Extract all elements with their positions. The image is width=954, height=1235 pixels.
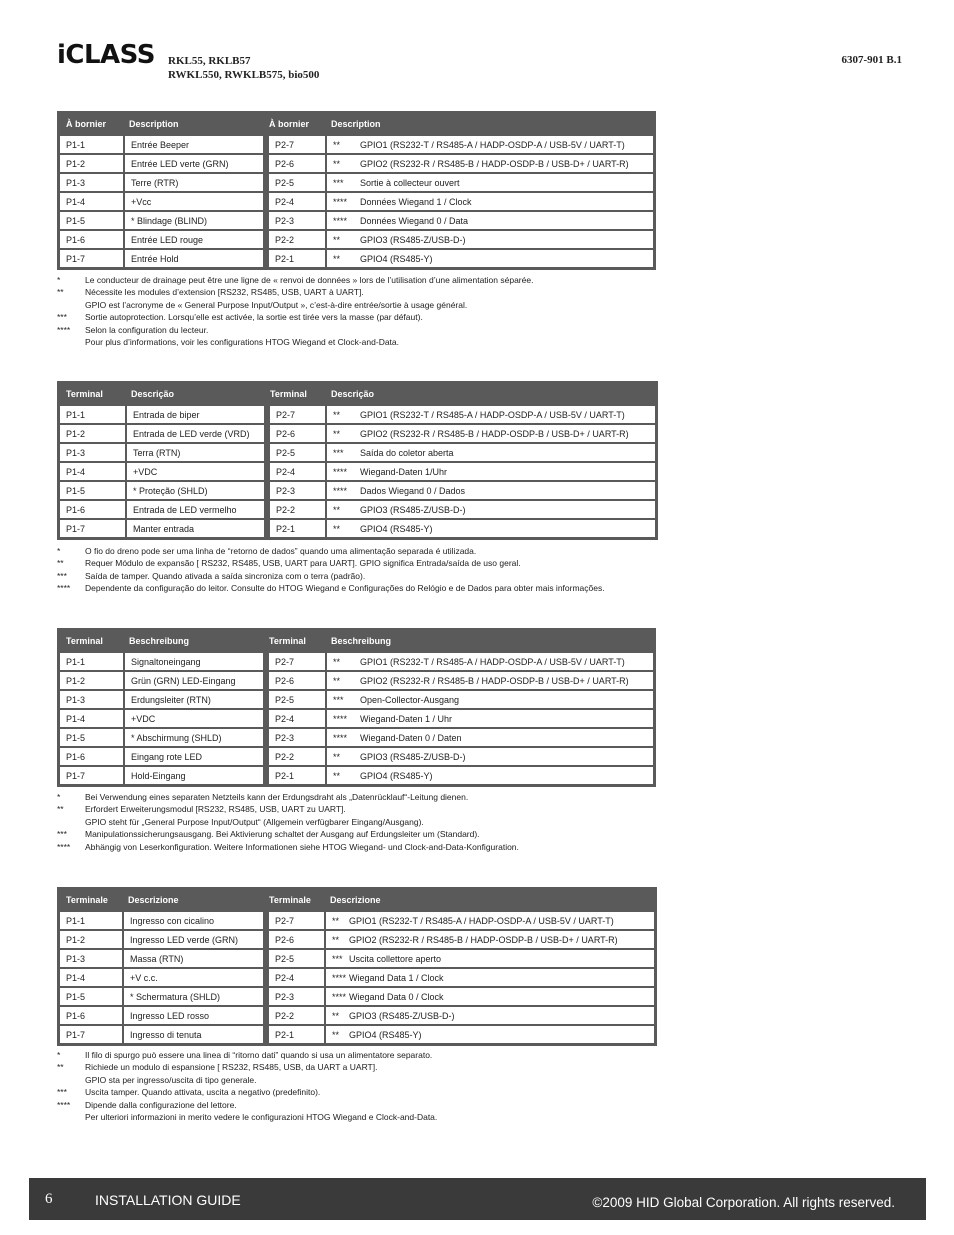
footnote	[57, 545, 605, 557]
footnote-marker: **	[332, 1029, 340, 1040]
pin-a: P1-5	[60, 210, 123, 229]
footnote-text: Per ulteriori informazioni in merito vedere le configurazioni HTOG Wiegand e Clock-and-Data.	[85, 1112, 438, 1123]
footnote-mark: ***	[57, 570, 67, 581]
desc-b: GPIO3 (RS485-Z/USB-D-)	[349, 1010, 455, 1021]
footnote	[57, 803, 519, 815]
page-footer	[29, 1178, 926, 1220]
column-header: Descrizione	[324, 890, 654, 910]
desc-b-cell	[325, 480, 655, 499]
model-list	[168, 54, 319, 82]
footnote-marker: ****	[332, 972, 347, 983]
footnotes	[57, 274, 533, 348]
desc-a: Entrada de LED verde (VRD)	[125, 423, 264, 442]
footnote-marker: ****	[333, 732, 348, 743]
desc-b-cell	[325, 191, 653, 210]
desc-b-cell	[324, 1024, 654, 1043]
table-row	[60, 210, 653, 229]
desc-b: GPIO2 (RS232-R / RS485-B / HADP-OSDP-B / USB-D+ / UART-R)	[360, 158, 629, 169]
footnote-mark	[57, 299, 85, 311]
pin-a: P1-2	[60, 423, 125, 442]
footnote-text: Dipende dalla configurazione del lettore.	[85, 1099, 237, 1110]
footnote	[57, 791, 519, 803]
desc-a: Entrée LED verte (GRN)	[123, 153, 263, 172]
column-header: Descrizione	[122, 890, 263, 910]
pin-a: P1-4	[60, 191, 123, 210]
pin-a: P1-5	[60, 727, 123, 746]
desc-a: Ingresso LED verde (GRN)	[122, 929, 263, 948]
table-row	[60, 518, 655, 537]
footnote-marker: **	[333, 770, 341, 781]
footnote-mark: *	[57, 792, 61, 802]
pin-b: P2-3	[264, 480, 325, 499]
footnotes	[57, 1049, 437, 1123]
column-header: Terminal	[264, 384, 325, 404]
footnote-mark: **	[57, 1062, 64, 1073]
table-row	[60, 172, 653, 191]
desc-b-cell	[325, 689, 653, 708]
pin-a: P1-7	[60, 518, 125, 537]
footnote-mark: **	[57, 804, 64, 815]
desc-a: Signaltoneingang	[123, 651, 263, 670]
desc-b: GPIO1 (RS232-T / RS485-A / HADP-OSDP-A / USB-5V / UART-T)	[360, 139, 625, 150]
desc-b: GPIO4 (RS485-Y)	[360, 253, 433, 264]
column-header: À bornier	[60, 114, 123, 134]
pin-b: P2-6	[263, 929, 324, 948]
desc-b-cell	[325, 248, 653, 267]
table-row	[60, 948, 654, 967]
footnote-marker: ****	[333, 196, 348, 207]
table-row	[60, 708, 653, 727]
pin-b: P2-2	[263, 229, 325, 248]
pin-b: P2-7	[264, 404, 325, 423]
table-row	[60, 1024, 654, 1043]
footnote-marker: **	[333, 675, 341, 686]
column-header: Description	[325, 114, 653, 134]
footnote-text: Erfordert Erweiterungsmodul [RS232, RS485, USB, UART zu UART].	[85, 804, 346, 815]
desc-b-cell	[324, 929, 654, 948]
pin-b: P2-6	[263, 670, 325, 689]
pin-a: P1-1	[60, 404, 125, 423]
pin-a: P1-6	[60, 1005, 122, 1024]
footnote-mark: ****	[57, 583, 71, 594]
footnote-mark: ***	[57, 312, 67, 323]
footnote-marker: **	[333, 234, 341, 245]
footnote-marker: **	[333, 656, 341, 667]
footnote-marker: **	[333, 253, 341, 264]
table-row	[60, 229, 653, 248]
footnote-marker: **	[333, 428, 341, 439]
footnote-marker: ****	[333, 713, 348, 724]
footnote-mark: **	[57, 287, 64, 298]
pin-b: P2-5	[264, 442, 325, 461]
footnote-mark	[57, 336, 85, 348]
pinout-table	[57, 628, 656, 787]
desc-b-cell	[325, 442, 655, 461]
pin-b: P2-7	[263, 134, 325, 153]
models-line-2: RWKL550, RWKLB575, bio500	[168, 69, 320, 81]
footnote-text: Requer Módulo de expansão [ RS232, RS485, USB, UART para UART]. GPIO significa Entrada/saída de uso geral.	[85, 558, 521, 569]
desc-b-cell	[325, 708, 653, 727]
pin-a: P1-6	[60, 499, 125, 518]
column-header: Terminal	[60, 384, 125, 404]
footnote-marker: **	[333, 523, 341, 534]
footnote-marker: ****	[333, 466, 348, 477]
desc-b: GPIO2 (RS232-R / RS485-B / HADP-OSDP-B / USB-D+ / UART-R)	[349, 934, 618, 945]
desc-a: Ingresso con cicalino	[122, 910, 263, 929]
footnote	[57, 274, 533, 286]
desc-b: GPIO4 (RS485-Y)	[360, 770, 433, 781]
pin-a: P1-2	[60, 670, 123, 689]
footnote-mark: ****	[57, 324, 71, 335]
desc-b: Wiegand Data 0 / Clock	[349, 991, 444, 1002]
footnote	[57, 299, 533, 311]
footnote-marker: **	[333, 504, 341, 515]
desc-a: +VDC	[123, 708, 263, 727]
table-header-row	[60, 114, 653, 134]
desc-b-cell	[325, 727, 653, 746]
pin-a: P1-4	[60, 461, 125, 480]
footnote-mark: ****	[57, 841, 71, 852]
desc-a: * Abschirmung (SHLD)	[123, 727, 263, 746]
desc-a: * Proteção (SHLD)	[125, 480, 264, 499]
page-header	[57, 40, 902, 90]
footnote-text: GPIO est l’acronyme de « General Purpose Input/Output », c’est-à-dire entrée/sortie à usage général.	[85, 299, 468, 310]
column-header: Beschreibung	[325, 631, 653, 651]
desc-a: Entrée Beeper	[123, 134, 263, 153]
desc-b-cell	[325, 210, 653, 229]
footnote-mark: **	[57, 558, 64, 569]
table-row	[60, 967, 654, 986]
footnote	[57, 324, 533, 336]
desc-b-cell	[325, 518, 655, 537]
table-row	[60, 986, 654, 1005]
desc-a: Erdungsleiter (RTN)	[123, 689, 263, 708]
desc-b-cell	[325, 765, 653, 784]
desc-b: GPIO2 (RS232-R / RS485-B / HADP-OSDP-B / USB-D+ / UART-R)	[360, 675, 629, 686]
pinout-table	[57, 111, 656, 270]
desc-b: Wiegand-Daten 0 / Daten	[360, 732, 462, 743]
desc-a: Ingresso LED rosso	[122, 1005, 263, 1024]
pin-b: P2-4	[264, 461, 325, 480]
table-row	[60, 480, 655, 499]
footnote	[57, 1074, 437, 1086]
pin-a: P1-7	[60, 765, 123, 784]
desc-b: Données Wiegand 0 / Data	[360, 215, 469, 226]
footnote	[57, 1099, 437, 1111]
table-row	[60, 134, 653, 153]
desc-b-cell	[325, 172, 653, 191]
footnote-text: Selon la configuration du lecteur.	[85, 324, 209, 335]
footnote-mark	[57, 1074, 85, 1086]
desc-b: GPIO1 (RS232-T / RS485-A / HADP-OSDP-A / USB-5V / UART-T)	[349, 915, 614, 926]
desc-a: Terra (RTN)	[125, 442, 264, 461]
pin-a: P1-6	[60, 229, 123, 248]
footnote-mark: ****	[57, 1099, 71, 1110]
desc-a: +Vcc	[123, 191, 263, 210]
footnote-mark	[57, 1111, 85, 1123]
footnote	[57, 286, 533, 298]
pin-a: P1-5	[60, 480, 125, 499]
desc-b: Uscita collettore aperto	[349, 953, 442, 964]
desc-b: GPIO4 (RS485-Y)	[349, 1029, 422, 1040]
footnote-text: Abhängig von Leserkonfiguration. Weitere Informationen siehe HTOG Wiegand- und Clock-and-Data-Konfiguration.	[85, 841, 519, 852]
pin-a: P1-1	[60, 134, 123, 153]
column-header: Beschreibung	[123, 631, 263, 651]
pin-a: P1-6	[60, 746, 123, 765]
pin-a: P1-7	[60, 248, 123, 267]
desc-b: GPIO3 (RS485-Z/USB-D-)	[360, 504, 466, 515]
desc-b-cell	[324, 986, 654, 1005]
footnote-mark: *	[57, 1050, 61, 1060]
table-row	[60, 910, 654, 929]
footnote	[57, 582, 605, 594]
copyright-notice: ©2009 HID Global Corporation. All rights reserved.	[592, 1195, 895, 1210]
desc-b-cell	[325, 423, 655, 442]
desc-a: * Blindage (BLIND)	[123, 210, 263, 229]
desc-b: Wiegand-Daten 1/Uhr	[360, 466, 448, 477]
desc-b-cell	[325, 461, 655, 480]
column-header: Terminale	[263, 890, 324, 910]
desc-a: Manter entrada	[125, 518, 264, 537]
footnote-text: GPIO sta per ingresso/uscita di tipo generale.	[85, 1074, 257, 1085]
pin-a: P1-2	[60, 153, 123, 172]
table-row	[60, 689, 653, 708]
desc-b-cell	[325, 670, 653, 689]
table-row	[60, 929, 654, 948]
table-row	[60, 461, 655, 480]
table-header-row	[60, 384, 655, 404]
footnote-marker: ***	[333, 447, 344, 458]
desc-a: Entrée Hold	[123, 248, 263, 267]
desc-b: Dados Wiegand 0 / Dados	[360, 485, 466, 496]
footnote-mark: *	[57, 275, 61, 285]
table-row	[60, 499, 655, 518]
table-row	[60, 651, 653, 670]
footnote-marker: **	[332, 915, 340, 926]
desc-b: Données Wiegand 1 / Clock	[360, 196, 472, 207]
desc-b-cell	[324, 1005, 654, 1024]
pin-b: P2-2	[263, 746, 325, 765]
desc-a: * Schermatura (SHLD)	[122, 986, 263, 1005]
pin-b: P2-5	[263, 172, 325, 191]
desc-a: +V c.c.	[122, 967, 263, 986]
footnote	[57, 570, 605, 582]
footnote-text: Saída de tamper. Quando ativada a saída sincroniza com o terra (padrão).	[85, 570, 366, 581]
iclass-logo: iCLASS	[57, 40, 155, 70]
desc-a: Entrada de LED vermelho	[125, 499, 264, 518]
column-header: Description	[123, 114, 263, 134]
footnote-mark: *	[57, 546, 61, 556]
desc-b: GPIO1 (RS232-T / RS485-A / HADP-OSDP-A / USB-5V / UART-T)	[360, 656, 625, 667]
footnote-text: Uscita tamper. Quando attivata, uscita a negativo (predefinito).	[85, 1087, 321, 1098]
footnote-mark: ***	[57, 1087, 67, 1098]
footnote-text: O fio do dreno pode ser uma linha de “retorno de dados” quando uma alimentação separada é utilizada.	[85, 546, 477, 556]
pin-a: P1-4	[60, 967, 122, 986]
table-row	[60, 1005, 654, 1024]
footnote	[57, 841, 519, 853]
column-header: Terminale	[60, 890, 122, 910]
footnote-mark	[57, 816, 85, 828]
desc-b: Saída do coletor aberta	[360, 447, 454, 458]
pin-b: P2-3	[263, 210, 325, 229]
desc-a: Massa (RTN)	[122, 948, 263, 967]
footnote-marker: **	[333, 139, 341, 150]
desc-b-cell	[325, 746, 653, 765]
column-header: Terminal	[60, 631, 123, 651]
footnote-marker: ***	[333, 177, 344, 188]
footnote-text: Manipulationssicherungsausgang. Bei Aktivierung schaltet der Ausgang auf Erdungsleiter um (Standard).	[85, 829, 480, 840]
footnote-text: Bei Verwendung eines separaten Netzteils kann der Erdungsdraht als „Datenrücklauf“-Leitung dienen.	[85, 792, 469, 802]
desc-a: Ingresso di tenuta	[122, 1024, 263, 1043]
pin-a: P1-3	[60, 948, 122, 967]
desc-b-cell	[325, 134, 653, 153]
pin-b: P2-1	[263, 248, 325, 267]
footnote-marker: ***	[333, 694, 344, 705]
pin-b: P2-4	[263, 967, 324, 986]
table-row	[60, 670, 653, 689]
table-header-row	[60, 890, 654, 910]
desc-a: Eingang rote LED	[123, 746, 263, 765]
pin-a: P1-3	[60, 442, 125, 461]
footnote-text: Le conducteur de drainage peut être une ligne de « renvoi de données » lors de l’utilisation d’une alimentation séparée.	[85, 275, 534, 285]
footnote-marker: ****	[332, 991, 347, 1002]
table-row	[60, 765, 653, 784]
desc-b: Sortie à collecteur ouvert	[360, 177, 460, 188]
table-row	[60, 404, 655, 423]
pin-a: P1-5	[60, 986, 122, 1005]
footnote-mark: ***	[57, 829, 67, 840]
pin-b: P2-7	[263, 651, 325, 670]
footnote	[57, 828, 519, 840]
pin-a: P1-7	[60, 1024, 122, 1043]
desc-b-cell	[324, 910, 654, 929]
footnote-text: Richiede un modulo di espansione [ RS232, RS485, USB, da UART a UART].	[85, 1062, 378, 1073]
pin-b: P2-1	[263, 1024, 324, 1043]
pinout-table	[57, 381, 658, 540]
desc-a: +VDC	[125, 461, 264, 480]
pin-a: P1-4	[60, 708, 123, 727]
footnotes	[57, 791, 519, 853]
footnote-marker: **	[333, 409, 341, 420]
guide-title: INSTALLATION GUIDE	[95, 1192, 241, 1208]
pin-a: P1-3	[60, 172, 123, 191]
pin-b: P2-4	[263, 191, 325, 210]
desc-b-cell	[325, 153, 653, 172]
footnote	[57, 1111, 437, 1123]
desc-b-cell	[325, 229, 653, 248]
pin-b: P2-3	[263, 727, 325, 746]
footnote-text: Nécessite les modules d’extension [RS232, RS485, USB, UART à UART].	[85, 287, 364, 298]
table-row	[60, 191, 653, 210]
desc-a: Terre (RTR)	[123, 172, 263, 191]
footnotes	[57, 545, 605, 595]
page-number: 6	[45, 1191, 53, 1207]
desc-b-cell	[325, 499, 655, 518]
desc-b-cell	[325, 404, 655, 423]
table-row	[60, 423, 655, 442]
footnote	[57, 1049, 437, 1061]
pin-b: P2-5	[263, 689, 325, 708]
pin-b: P2-6	[264, 423, 325, 442]
pin-b: P2-5	[263, 948, 324, 967]
footnote	[57, 311, 533, 323]
pin-b: P2-1	[264, 518, 325, 537]
footnote-text: Pour plus d’informations, voir les configurations HTOG Wiegand et Clock-and-Data.	[85, 337, 400, 348]
desc-a: Hold-Eingang	[123, 765, 263, 784]
table-row	[60, 727, 653, 746]
desc-b: Wiegand-Daten 1 / Uhr	[360, 713, 453, 724]
footnote-marker: ****	[333, 485, 348, 496]
footnote-marker: ****	[333, 215, 348, 226]
table-row	[60, 153, 653, 172]
table-row	[60, 442, 655, 461]
footnote	[57, 1061, 437, 1073]
footnote	[57, 557, 605, 569]
pin-a: P1-1	[60, 651, 123, 670]
footnote	[57, 1086, 437, 1098]
desc-b: Open-Collector-Ausgang	[360, 694, 460, 705]
pin-a: P1-3	[60, 689, 123, 708]
footnote-marker: **	[333, 158, 341, 169]
pin-b: P2-4	[263, 708, 325, 727]
footnote-text: GPIO steht für „General Purpose Input/Output“ (Allgemein verfügbarer Eingang/Ausgang).	[85, 816, 424, 827]
pin-b: P2-1	[263, 765, 325, 784]
desc-b: GPIO2 (RS232-R / RS485-B / HADP-OSDP-B / USB-D+ / UART-R)	[360, 428, 629, 439]
column-header: À bornier	[263, 114, 325, 134]
desc-b-cell	[325, 651, 653, 670]
footnote-text: Sortie autoprotection. Lorsqu’elle est activée, la sortie est tirée vers la masse (par défaut).	[85, 312, 423, 323]
pinout-table	[57, 887, 657, 1046]
column-header: Terminal	[263, 631, 325, 651]
pin-b: P2-2	[263, 1005, 324, 1024]
desc-b: GPIO1 (RS232-T / RS485-A / HADP-OSDP-A / USB-5V / UART-T)	[360, 409, 625, 420]
pin-b: P2-2	[264, 499, 325, 518]
desc-b: GPIO3 (RS485-Z/USB-D-)	[360, 751, 466, 762]
footnote-text: Il filo di spurgo può essere una linea di “ritorno dati” quando si usa un alimentatore separato.	[85, 1050, 433, 1060]
footnote-marker: ***	[332, 953, 343, 964]
footnote-marker: **	[332, 934, 340, 945]
desc-b: GPIO3 (RS485-Z/USB-D-)	[360, 234, 466, 245]
column-header: Descrição	[125, 384, 264, 404]
document-number: 6307-901 B.1	[841, 54, 902, 66]
footnote-text: Dependente da configuração do leitor. Consulte do HTOG Wiegand e Configurações do Relógio e de Dados para obter mais informações.	[85, 583, 605, 594]
desc-a: Entrée LED rouge	[123, 229, 263, 248]
desc-a: Grün (GRN) LED-Eingang	[123, 670, 263, 689]
footnote	[57, 336, 533, 348]
pin-b: P2-6	[263, 153, 325, 172]
footnote	[57, 816, 519, 828]
table-header-row	[60, 631, 653, 651]
footnote-marker: **	[332, 1010, 340, 1021]
desc-b: GPIO4 (RS485-Y)	[360, 523, 433, 534]
footnote-marker: **	[333, 751, 341, 762]
pin-b: P2-7	[263, 910, 324, 929]
desc-b-cell	[324, 967, 654, 986]
models-line-1: RKL55, RKLB57	[168, 55, 251, 67]
pin-b: P2-3	[263, 986, 324, 1005]
desc-b: Wiegand Data 1 / Clock	[349, 972, 444, 983]
desc-b-cell	[324, 948, 654, 967]
table-row	[60, 248, 653, 267]
table-row	[60, 746, 653, 765]
pin-a: P1-1	[60, 910, 122, 929]
column-header: Descrição	[325, 384, 655, 404]
desc-a: Entrada de biper	[125, 404, 264, 423]
pin-a: P1-2	[60, 929, 122, 948]
